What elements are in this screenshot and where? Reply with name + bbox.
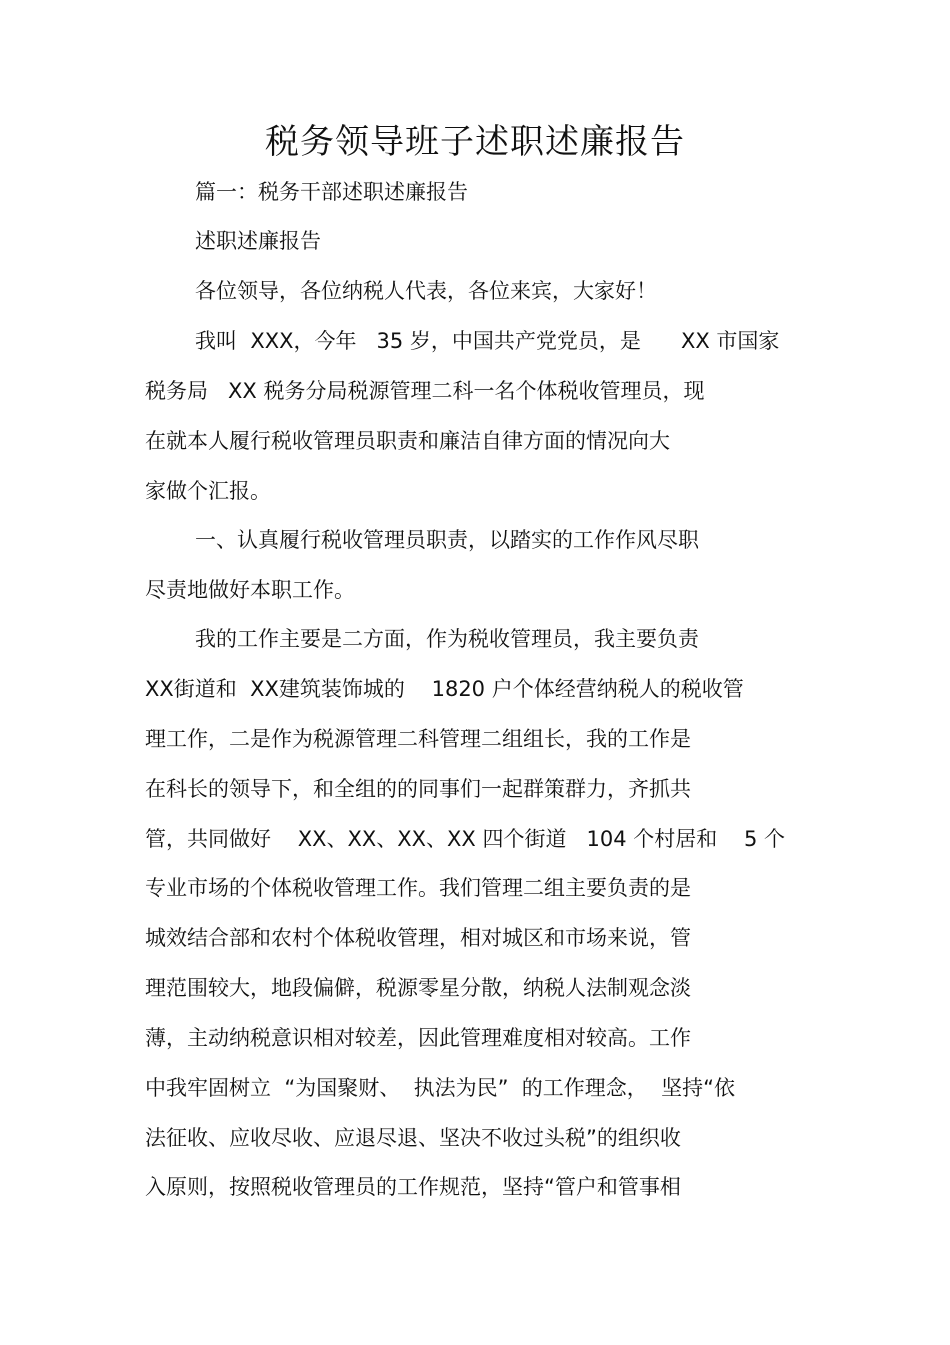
section-heading: 一、认真履行税收管理员职责，以踏实的工作作风尽职 [195,528,699,552]
body-text-line: 入原则，按照税收管理员的工作规范，坚持“管户和管事相 [145,1175,681,1199]
body-text-line: 我的工作主要是二方面，作为税收管理员，我主要负责 [195,627,699,651]
body-text-line: XX街道和 XX建筑装饰城的 1820 户个体经营纳税人的税收管 [145,677,744,701]
body-text-line: 我叫 XXX，今年 35 岁，中国共产党党员，是 XX 市国家 [195,329,780,353]
body-text-line: 尽责地做好本职工作。 [145,578,355,602]
body-text-line: 管，共同做好 XX、XX、XX、XX 四个街道 104 个村居和 5 个 [145,827,785,851]
body-text-line: 薄，主动纳税意识相对较差，因此管理难度相对较高。工作 [145,1026,691,1050]
document-title: 税务领导班子述职述廉报告 [265,122,685,162]
body-text-line: 理范围较大，地段偏僻，税源零星分散，纳税人法制观念淡 [145,976,691,1000]
body-text-line: 法征收、应收尽收、应退尽退、坚决不收过头税”的组织收 [145,1126,681,1150]
body-text-line: 家做个汇报。 [145,479,271,503]
body-text-line: 中我牢固树立 “为国聚财、 执法为民” 的工作理念， 坚持“依 [145,1076,736,1100]
body-text-line: 税务局 XX 税务分局税源管理二科一名个体税收管理员，现 [145,379,705,403]
greeting-line: 各位领导，各位纳税人代表，各位来宾，大家好！ [195,279,657,303]
body-text-line: 专业市场的个体税收管理工作。我们管理二组主要负责的是 [145,876,691,900]
section-heading: 篇一：税务干部述职述廉报告 [195,180,468,204]
body-text-line: 在就本人履行税收管理员职责和廉洁自律方面的情况向大 [145,429,670,453]
body-text-line: 城效结合部和农村个体税收管理，相对城区和市场来说，管 [145,926,691,950]
report-subtitle: 述职述廉报告 [195,229,321,253]
body-text-line: 在科长的领导下，和全组的的同事们一起群策群力，齐抓共 [145,777,691,801]
body-text-line: 理工作，二是作为税源管理二科管理二组组长，我的工作是 [145,727,691,751]
